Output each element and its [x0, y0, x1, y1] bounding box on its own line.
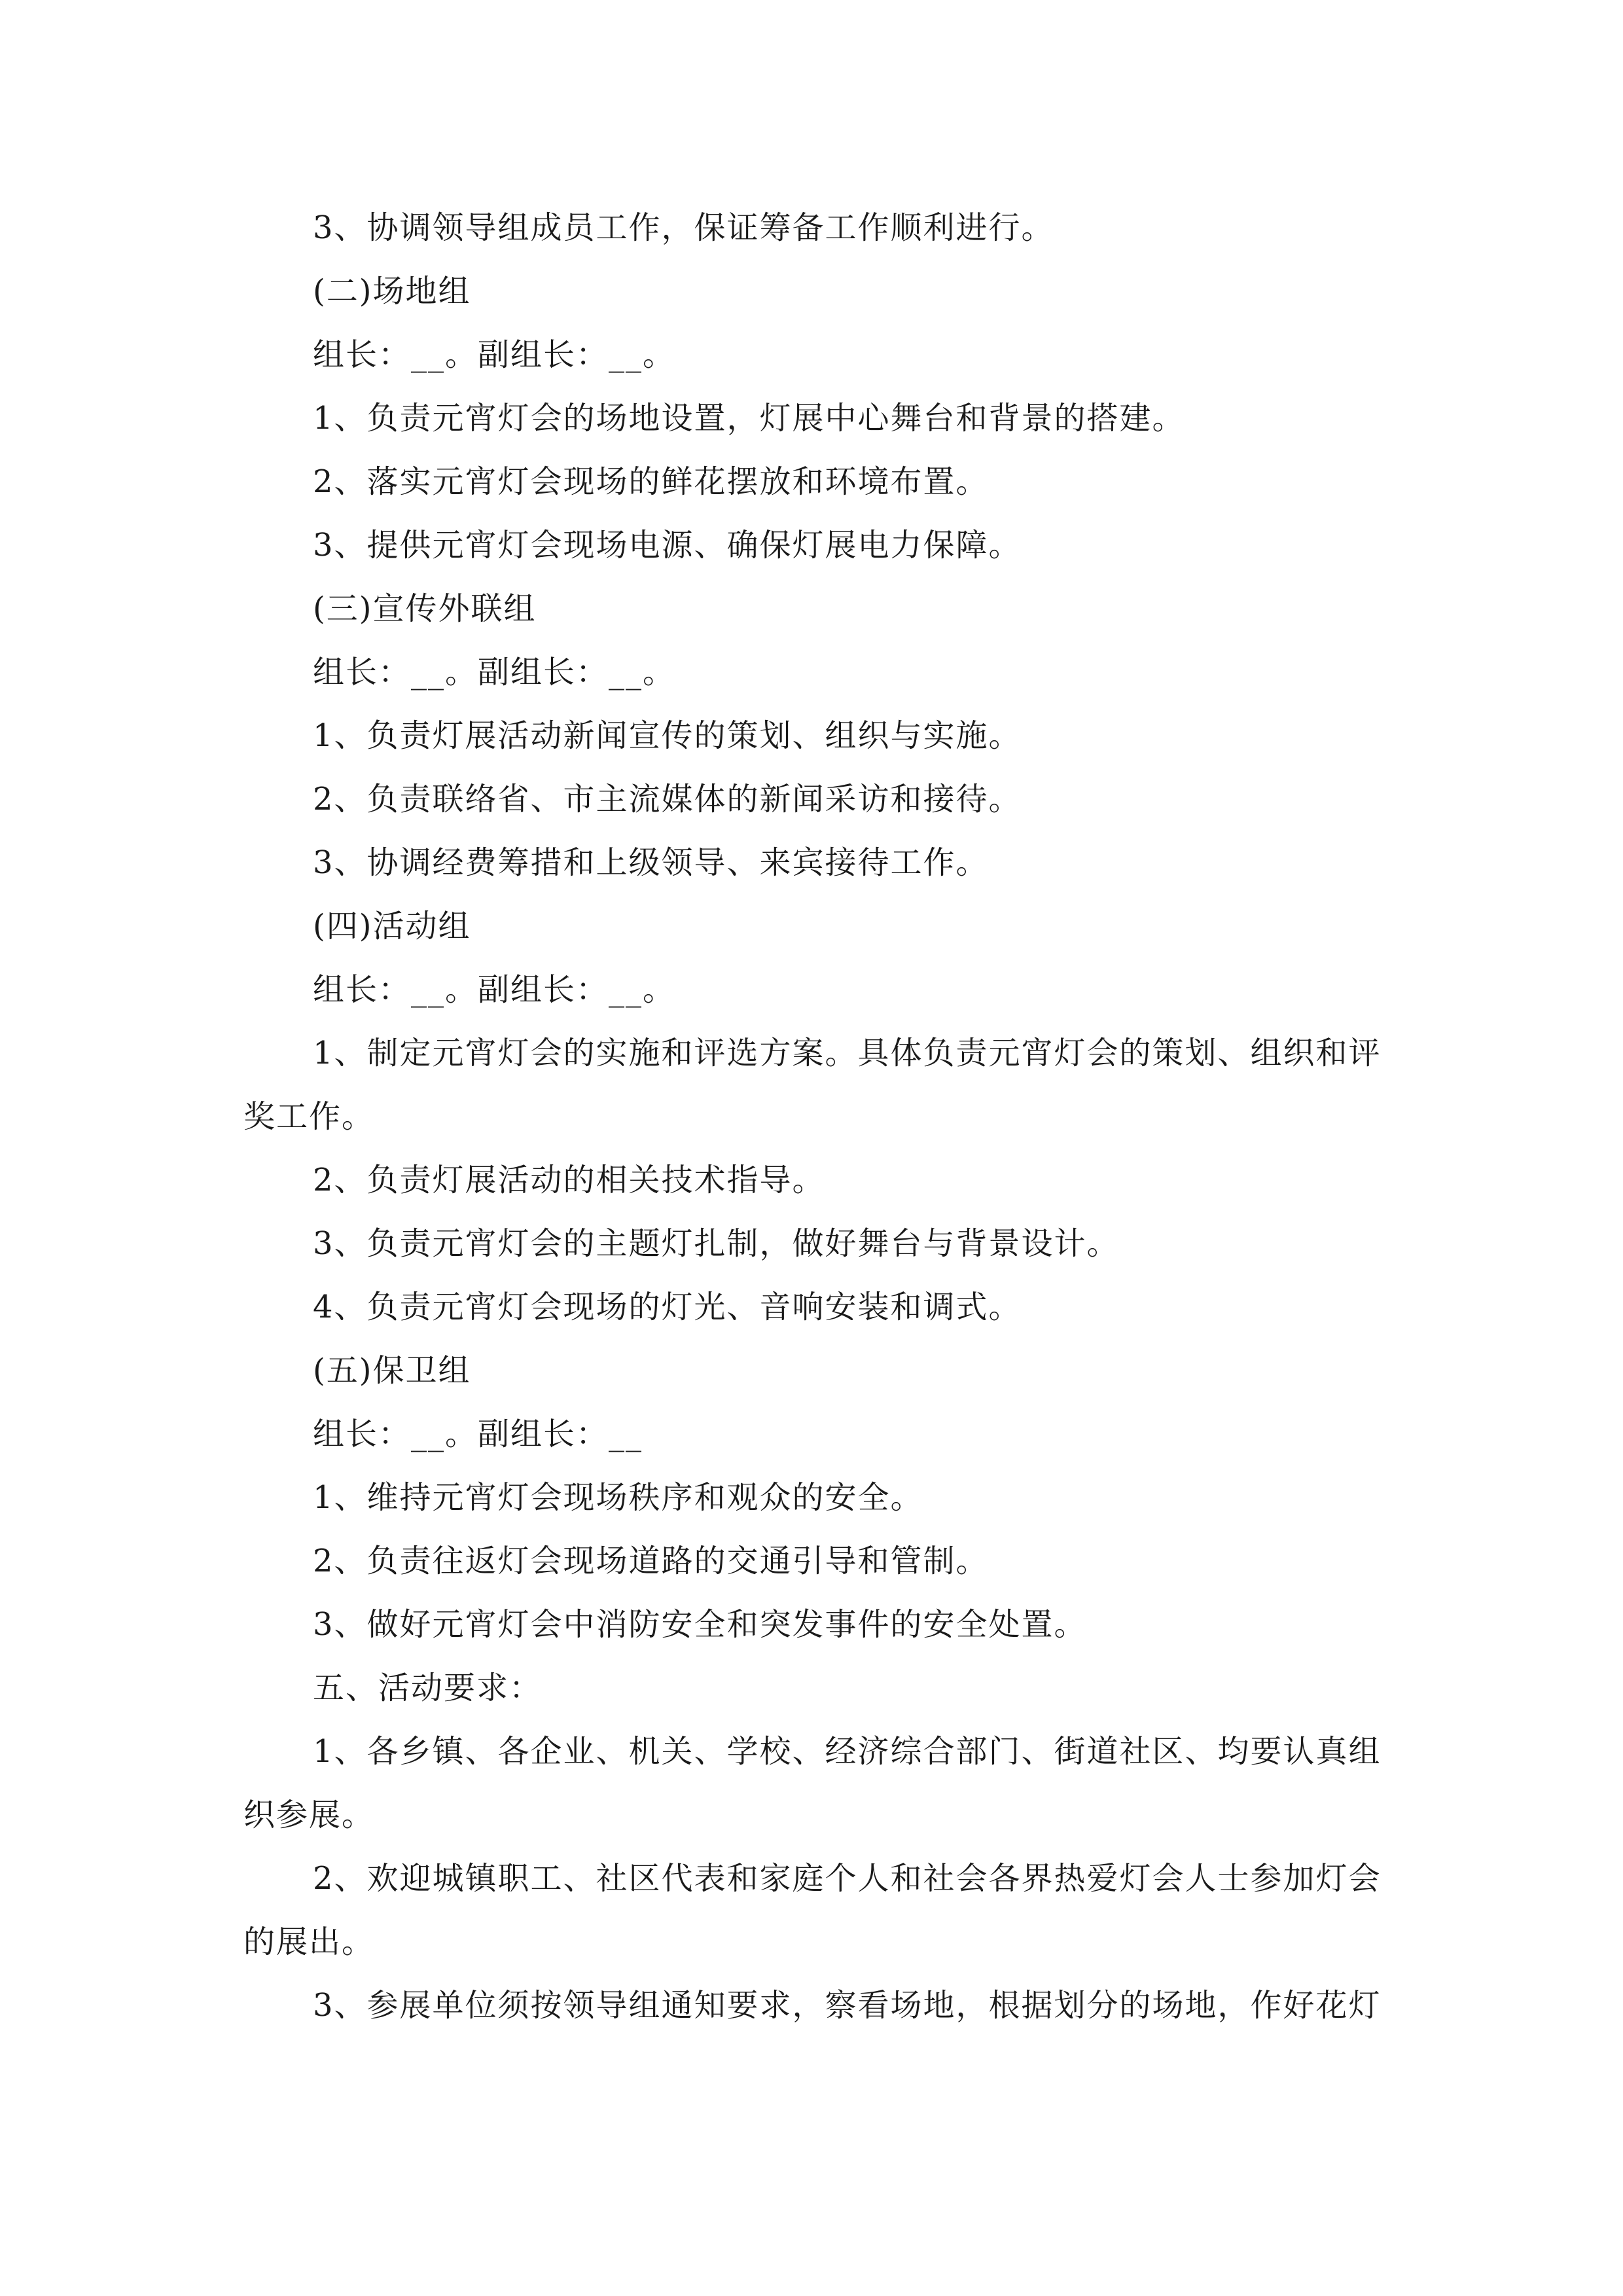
paragraph: 3、做好元宵灯会中消防安全和突发事件的安全处置。 — [313, 1606, 1087, 1643]
paragraph: 1、各乡镇、各企业、机关、学校、经济综合部门、街道社区、均要认真组织参展。 — [243, 1733, 1382, 1833]
paragraph: 3、参展单位须按领导组通知要求，察看场地，根据划分的场地，作好花灯 — [313, 1987, 1382, 2024]
paragraph: 1、制定元宵灯会的实施和评选方案。具体负责元宵灯会的策划、组织和评奖工作。 — [243, 1035, 1382, 1135]
paragraph: 组长：__。副组长：__。 — [313, 971, 676, 1008]
paragraph: 1、负责元宵灯会的场地设置，灯展中心舞台和背景的搭建。 — [313, 400, 1185, 437]
paragraph: 1、维持元宵灯会现场秩序和观众的安全。 — [313, 1479, 923, 1516]
paragraph: 3、协调领导组成员工作，保证筹备工作顺利进行。 — [313, 209, 1054, 246]
section-heading: (二)场地组 — [313, 273, 471, 310]
paragraph: 3、提供元宵灯会现场电源、确保灯展电力保障。 — [313, 527, 1022, 564]
paragraph: 2、落实元宵灯会现场的鲜花摆放和环境布置。 — [313, 463, 989, 500]
section-heading: (四)活动组 — [313, 908, 471, 944]
paragraph: 3、协调经费筹措和上级领导、来宾接待工作。 — [313, 844, 989, 881]
section-heading: (五)保卫组 — [313, 1352, 471, 1389]
section-heading: (三)宣传外联组 — [313, 590, 537, 627]
document-body — [243, 196, 1382, 2037]
paragraph: 1、负责灯展活动新闻宣传的策划、组织与实施。 — [313, 717, 1022, 754]
paragraph: 2、负责灯展活动的相关技术指导。 — [313, 1162, 825, 1198]
paragraph: 组长：__。副组长：__。 — [313, 654, 676, 691]
paragraph: 组长：__。副组长：__。 — [313, 336, 676, 373]
paragraph: 组长：__。副组长：__ — [313, 1416, 643, 1452]
paragraph: 2、负责联络省、市主流媒体的新闻采访和接待。 — [313, 781, 1022, 817]
section-heading: 五、活动要求： — [313, 1670, 543, 1706]
paragraph: 2、欢迎城镇职工、社区代表和家庭个人和社会各界热爱灯会人士参加灯会的展出。 — [243, 1860, 1382, 1960]
paragraph: 3、负责元宵灯会的主题灯扎制，做好舞台与背景设计。 — [313, 1225, 1120, 1262]
paragraph: 2、负责往返灯会现场道路的交通引导和管制。 — [313, 1543, 989, 1579]
paragraph: 4、负责元宵灯会现场的灯光、音响安装和调式。 — [313, 1289, 1022, 1325]
